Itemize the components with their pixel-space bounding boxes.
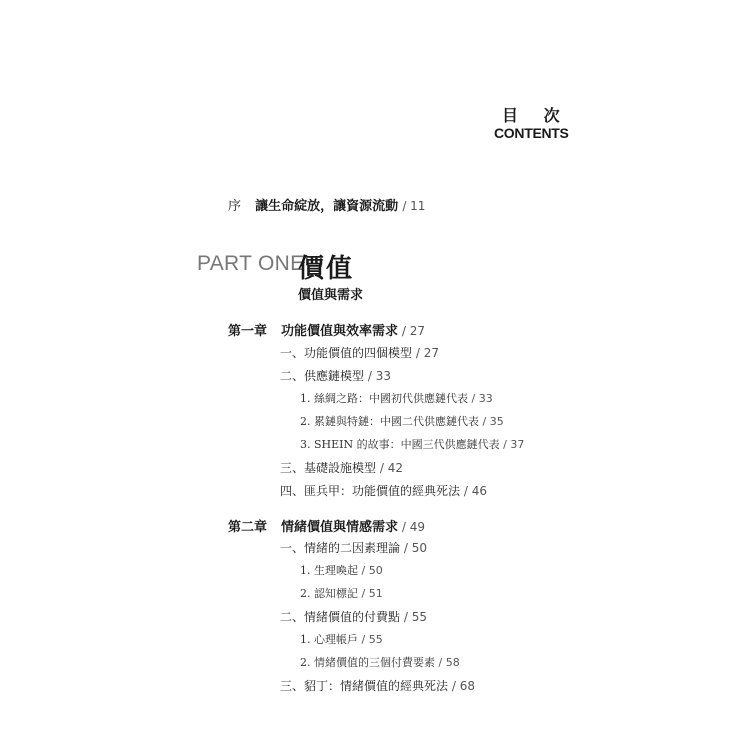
chapter-number: 第一章 — [228, 324, 268, 339]
section-title: 三、基礎設施模型 — [280, 461, 377, 475]
subsection-entry[interactable] — [300, 631, 383, 647]
section-title: 二、情緒價值的付費點 — [280, 610, 401, 624]
subsection-page: / 58 — [435, 656, 460, 669]
subsection-page: / 35 — [479, 415, 504, 428]
chapter-page: / 27 — [398, 324, 425, 338]
subsection-page: / 55 — [358, 633, 383, 646]
section-entry[interactable] — [280, 344, 439, 361]
section-title: 一、功能價值的四個模型 — [280, 346, 413, 360]
subsection-page: / 50 — [358, 564, 383, 577]
subsection-entry[interactable] — [300, 585, 383, 601]
preface-title: 讓生命綻放，讓資源流動 — [255, 199, 399, 214]
part-label: PART ONE — [197, 252, 305, 275]
part-title: 價值 — [298, 254, 355, 284]
section-title: 四、匪兵甲：功能價值的經典死法 — [280, 484, 461, 498]
preface-page: / 11 — [402, 199, 426, 213]
section-page: / 55 — [400, 610, 427, 624]
subsection-entry[interactable] — [300, 436, 524, 452]
subsection-page: / 37 — [499, 438, 525, 451]
subsection-title: 3. SHEIN 的故事：中國三代供應鏈代表 — [300, 438, 500, 451]
subsection-title: 2. 情緒價值的三個付費要素 — [300, 656, 435, 669]
section-title: 二、供應鏈模型 — [280, 369, 365, 383]
part-subtitle: 價值與需求 — [298, 288, 364, 303]
toc-subtitle: CONTENTS — [494, 125, 569, 141]
section-entry[interactable] — [280, 608, 427, 625]
subsection-entry[interactable] — [300, 413, 504, 429]
subsection-title: 1. 心理帳戶 — [300, 633, 358, 646]
preface-label: 序 — [228, 199, 242, 214]
section-page: / 46 — [460, 484, 487, 498]
subsection-title: 1. 絲綢之路：中國初代供應鏈代表 — [300, 392, 468, 405]
subsection-entry[interactable] — [300, 390, 493, 406]
section-page: / 42 — [376, 461, 403, 475]
chapter-title: 功能價值與效率需求 — [281, 324, 399, 339]
chapter-page: / 49 — [398, 520, 425, 534]
preface-entry[interactable] — [228, 195, 425, 214]
section-entry[interactable] — [280, 539, 427, 556]
chapter-title: 情緒價值與情感需求 — [281, 520, 399, 535]
subsection-page: / 51 — [358, 587, 383, 600]
subsection-title: 1. 生理喚起 — [300, 564, 358, 577]
subsection-page: / 33 — [468, 392, 493, 405]
section-entry[interactable] — [280, 459, 403, 476]
chapter-2-entry[interactable] — [228, 516, 425, 535]
subsection-title: 2. 累鏈與特鏈：中國二代供應鏈代表 — [300, 415, 479, 428]
chapter-number: 第二章 — [228, 520, 268, 535]
section-entry[interactable] — [280, 367, 391, 384]
chapter-1-entry[interactable] — [228, 320, 425, 339]
section-title: 一、情緒的二因素理論 — [280, 541, 401, 555]
section-entry[interactable] — [280, 482, 487, 499]
toc-title: 目 次 — [502, 106, 570, 125]
section-entry[interactable] — [280, 677, 475, 694]
section-page: / 50 — [400, 541, 427, 555]
section-page: / 68 — [448, 679, 475, 693]
subsection-entry[interactable] — [300, 562, 383, 578]
section-title: 三、貂丁：情緒價值的經典死法 — [280, 679, 449, 693]
section-page: / 27 — [412, 346, 439, 360]
section-page: / 33 — [364, 369, 391, 383]
subsection-entry[interactable] — [300, 654, 460, 670]
subsection-title: 2. 認知標記 — [300, 587, 358, 600]
